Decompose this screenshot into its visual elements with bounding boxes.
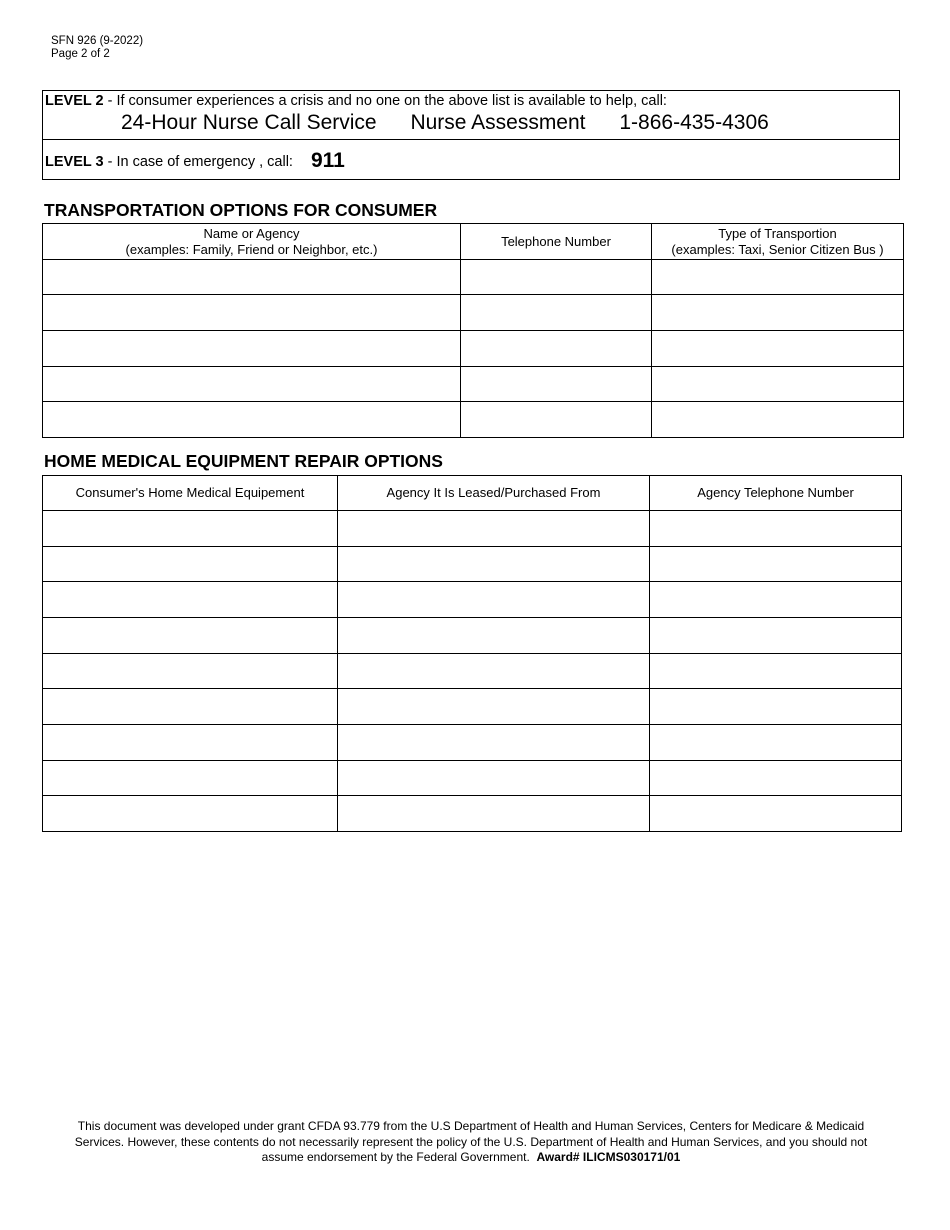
- agency-phone-field[interactable]: [650, 761, 902, 796]
- agency-phone-field[interactable]: [650, 582, 902, 618]
- agency-field[interactable]: [338, 689, 650, 725]
- transport-type-field[interactable]: [652, 402, 904, 438]
- level-3-section: [45, 148, 345, 172]
- agency-phone-field[interactable]: [650, 725, 902, 761]
- agency-phone-field[interactable]: [650, 796, 902, 832]
- telephone-field[interactable]: [461, 367, 652, 402]
- agency-phone-field[interactable]: [650, 689, 902, 725]
- agency-phone-field[interactable]: [650, 547, 902, 582]
- telephone-field[interactable]: [461, 295, 652, 331]
- table-row: [43, 367, 904, 402]
- agency-field[interactable]: [338, 582, 650, 618]
- transportation-table: [42, 223, 904, 438]
- name-agency-field[interactable]: [43, 260, 461, 295]
- form-header: [51, 35, 143, 61]
- transportation-title: TRANSPORTATION OPTIONS FOR CONSUMER: [44, 200, 438, 220]
- col-name-agency: Name or Agency (examples: Family, Friend or Neighbor, etc.): [43, 224, 461, 260]
- footer-disclaimer: [55, 1119, 887, 1166]
- equipment-title: HOME MEDICAL EQUIPMENT REPAIR OPTIONS: [44, 451, 443, 471]
- table-row: [43, 761, 902, 796]
- footer-text: This document was developed under grant CFDA 93.779 from the U.S Department of Health and Human Services, Centers for Medicare & Medicaid Services. However, these contents do not necessarily represent the policy of the U.S. Department of Health and Human Services, and you should not assume endorsement by the Federal Government.: [74, 1119, 868, 1164]
- form-id: SFN 926 (9-2022): [51, 35, 144, 47]
- equipment-field[interactable]: [43, 796, 338, 832]
- col-transport-type: Type of Transportion (examples: Taxi, Senior Citizen Bus ): [652, 224, 904, 260]
- equipment-field[interactable]: [43, 689, 338, 725]
- name-agency-field[interactable]: [43, 331, 461, 367]
- transport-type-field[interactable]: [652, 367, 904, 402]
- level-2-contact: [121, 111, 797, 135]
- equipment-field[interactable]: [43, 725, 338, 761]
- equipment-field[interactable]: [43, 582, 338, 618]
- agency-field[interactable]: [338, 654, 650, 689]
- equipment-field[interactable]: [43, 654, 338, 689]
- nurse-assessment: Nurse Assessment: [410, 111, 586, 134]
- table-row: [43, 618, 902, 654]
- table-row: [43, 725, 902, 761]
- emergency-number: 911: [310, 149, 345, 172]
- table-row: [43, 796, 902, 832]
- col-equipment: Consumer's Home Medical Equipement: [43, 476, 338, 511]
- agency-field[interactable]: [338, 618, 650, 654]
- level-2-section: [43, 91, 899, 140]
- name-agency-field[interactable]: [43, 367, 461, 402]
- agency-field[interactable]: [338, 725, 650, 761]
- table-row: [43, 331, 904, 367]
- table-row: [43, 582, 902, 618]
- transport-type-field[interactable]: [652, 260, 904, 295]
- table-row: [43, 511, 902, 547]
- level-2-label: LEVEL 2: [45, 93, 104, 109]
- equipment-field[interactable]: [43, 761, 338, 796]
- name-agency-field[interactable]: [43, 295, 461, 331]
- table-row: [43, 689, 902, 725]
- equipment-field[interactable]: [43, 547, 338, 582]
- equipment-header-row: [43, 476, 902, 511]
- table-row: [43, 295, 904, 331]
- name-agency-field[interactable]: [43, 402, 461, 438]
- equipment-field[interactable]: [43, 511, 338, 547]
- telephone-field[interactable]: [461, 402, 652, 438]
- telephone-field[interactable]: [461, 260, 652, 295]
- transport-type-field[interactable]: [652, 295, 904, 331]
- award-number: Award# ILICMS030171/01: [536, 1150, 681, 1164]
- table-row: [43, 547, 902, 582]
- equipment-field[interactable]: [43, 618, 338, 654]
- telephone-field[interactable]: [461, 331, 652, 367]
- agency-phone-field[interactable]: [650, 618, 902, 654]
- col-agency-phone: Agency Telephone Number: [650, 476, 902, 511]
- nurse-call-service: 24-Hour Nurse Call Service: [121, 111, 377, 134]
- table-row: [43, 402, 904, 438]
- agency-field[interactable]: [338, 547, 650, 582]
- equipment-table: [42, 475, 902, 832]
- level-3-text: - In case of emergency , call:: [103, 154, 293, 170]
- nurse-phone: 1-866-435-4306: [619, 111, 769, 134]
- agency-field[interactable]: [338, 511, 650, 547]
- level-2-text: - If consumer experiences a crisis and no one on the above list is available to help, call:: [103, 93, 667, 109]
- level-3-label: LEVEL 3: [45, 154, 104, 170]
- transport-type-field[interactable]: [652, 331, 904, 367]
- transportation-header-row: [43, 224, 904, 260]
- crisis-levels-box: [42, 90, 900, 180]
- col-telephone: Telephone Number: [461, 224, 652, 260]
- level-2-instruction: [45, 93, 667, 109]
- table-row: [43, 654, 902, 689]
- agency-field[interactable]: [338, 761, 650, 796]
- page-number: Page 2 of 2: [51, 48, 110, 60]
- agency-field[interactable]: [338, 796, 650, 832]
- agency-phone-field[interactable]: [650, 654, 902, 689]
- table-row: [43, 260, 904, 295]
- col-agency: Agency It Is Leased/Purchased From: [338, 476, 650, 511]
- agency-phone-field[interactable]: [650, 511, 902, 547]
